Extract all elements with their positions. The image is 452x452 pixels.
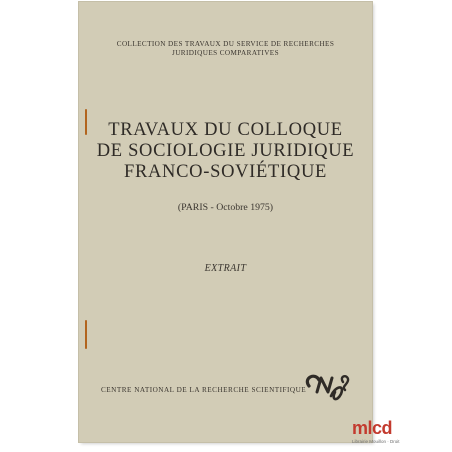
- publisher-name: CENTRE NATIONAL DE LA RECHERCHE SCIENTIFIQUE: [101, 386, 307, 394]
- watermark-tagline: Librairie Mouillon · Droit: [352, 439, 400, 444]
- watermark-brand: mlcd: [352, 418, 393, 438]
- series-heading: [79, 40, 372, 58]
- series-line-1: COLLECTION DES TRAVAUX DU SERVICE DE RECHERCHES: [116, 40, 335, 48]
- cover-title: [79, 120, 372, 183]
- cnrs-logo-icon: [301, 370, 351, 404]
- watermark-logo: [352, 418, 450, 450]
- extract-label: EXTRAIT: [204, 263, 247, 274]
- staple-bottom: [85, 320, 87, 349]
- cover-subtitle: (PARIS - Octobre 1975): [177, 202, 274, 213]
- title-line-1: TRAVAUX DU COLLOQUE: [108, 120, 343, 140]
- title-line-3: FRANCO-SOVIÉTIQUE: [123, 162, 328, 182]
- book-cover: [79, 2, 372, 442]
- series-line-2: JURIDIQUES COMPARATIVES: [172, 49, 279, 57]
- title-line-2: DE SOCIOLOGIE JURIDIQUE: [96, 141, 355, 161]
